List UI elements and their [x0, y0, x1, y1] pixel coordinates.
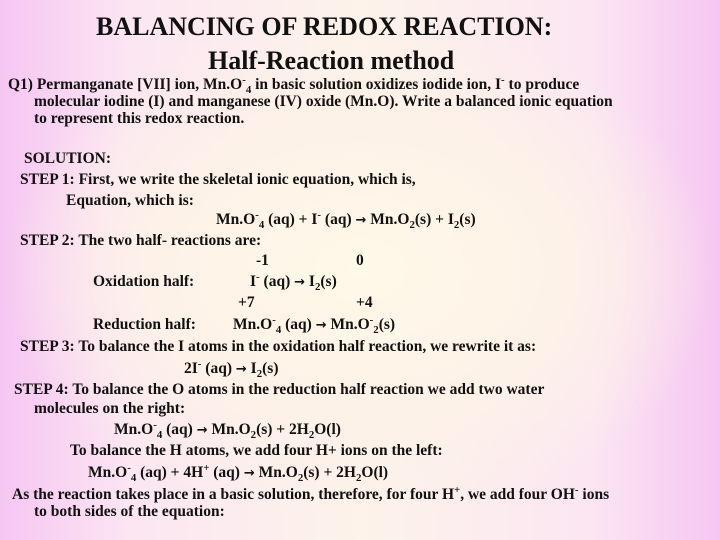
- step4-cont: molecules on the right:: [34, 400, 186, 417]
- reduction-half-equation: $Mn.O^-_4$ $(aq) \to Mn.O^-_2(s)$: [233, 313, 396, 337]
- final-line2: to both sides of the equation:: [34, 503, 225, 520]
- arrow-icon: →: [235, 362, 247, 377]
- oxidation-half-label: Oxidation half:: [93, 273, 195, 290]
- step3-text: To balance the I atoms in the oxidation half reaction, we rewrite it as:: [78, 338, 537, 355]
- step4-text: To balance the O atoms in the reduction half reaction we add two water: [72, 381, 545, 398]
- step1-text: First, we write the skeletal ionic equation, which is,: [78, 171, 416, 188]
- question-line2: molecular iodine (I) and manganese (IV) oxide (Mn.O). Write a balanced ionic equation: [34, 93, 613, 110]
- arrow-icon: →: [196, 423, 208, 438]
- step4-equation1: $Mn.O^-_4$ $(aq) \to Mn.O_2(s) + 2H_2O(l)$: [114, 418, 341, 442]
- step1-label: STEP 1:: [20, 171, 75, 188]
- step2-label: STEP 2:: [20, 232, 75, 249]
- reduction-number-reactant: +7: [238, 294, 255, 311]
- final-line1: As the reaction takes place in a basic solution, therefore, for four H+, we add four OH- ions: [12, 483, 610, 503]
- arrow-icon: →: [355, 213, 367, 228]
- step1-cont: Equation, which is:: [66, 192, 194, 209]
- step4-label: STEP 4:: [14, 381, 69, 398]
- oxidation-half-equation: I- $(aq) \to I_2(s)$: [250, 270, 337, 294]
- reduction-number-product: +4: [356, 294, 373, 311]
- arrow-icon: →: [243, 466, 255, 481]
- step3-equation: 2I- $(aq) \to I_2(s)$: [184, 357, 279, 381]
- step4-line: [14, 381, 544, 399]
- step2-text: The two half- reactions are:: [78, 232, 262, 249]
- step2-line: [20, 232, 261, 250]
- step1-line: [20, 171, 416, 189]
- arrow-icon: →: [294, 275, 306, 290]
- oxidation-number-product: 0: [356, 252, 364, 269]
- step4-equation2: $Mn.O^-_4$ (aq) + 4H+ $(aq) \to Mn.O_2(s) + 2H_2O(l)$: [88, 461, 389, 485]
- slide-title-line1: BALANCING OF REDOX REACTION:: [96, 12, 553, 41]
- step1-equation: $Mn.O^-_4$ (aq) + I- $(aq) \to Mn.O_2(s) + I_2(s)$: [216, 208, 476, 232]
- question-line3: to represent this redox reaction.: [34, 110, 245, 127]
- step3-line: [20, 338, 536, 356]
- slide-title-line2: Half-Reaction method: [208, 46, 455, 75]
- reduction-half-label: Reduction half:: [93, 316, 196, 333]
- solution-heading: SOLUTION:: [24, 150, 111, 167]
- step3-label: STEP 3:: [20, 338, 75, 355]
- arrow-icon: →: [315, 318, 327, 333]
- oxidation-number-reactant: -1: [256, 252, 269, 269]
- question-line1: Q1) Permanganate [VII] ion, $Mn.O^-_4$ in basic solution oxidizes iodide ion, I- to produce: [8, 73, 580, 97]
- step4-h-text: To balance the H atoms, we add four H+ ions on the left:: [70, 442, 443, 459]
